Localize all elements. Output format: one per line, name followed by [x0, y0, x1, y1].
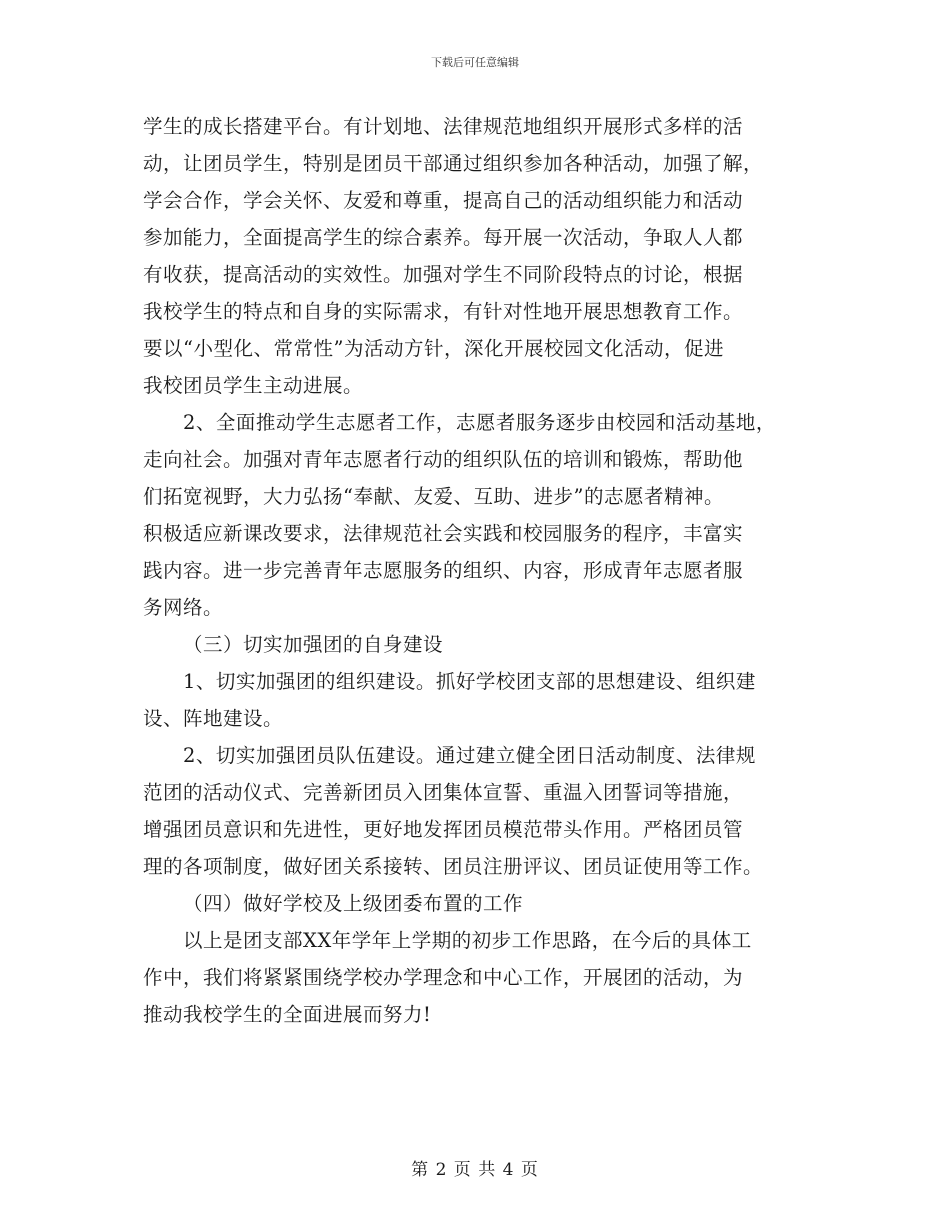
text-line: 积极适应新课改要求，法律规范社会实践和校园服务的程序，丰富实 — [143, 522, 744, 545]
text-line: 增强团员意识和先进性，更好地发挥团员模范带头作用。严格团员管 — [143, 818, 744, 841]
text-line: 推动我校学生的全面进展而努力! — [143, 1003, 432, 1026]
text-line: 我校学生的特点和自身的实际需求，有针对性地开展思想教育工作。 — [143, 300, 744, 323]
paragraph-first-line: 以上是团支部XX年学年上学期的初步工作思路，在今后的具体工 — [183, 929, 752, 952]
text-line: 践内容。进一步完善青年志愿服务的组织、内容，形成青年志愿者服 — [143, 559, 744, 582]
section-heading: （四）做好学校及上级团委布置的工作 — [183, 892, 524, 915]
text-line: 作中，我们将紧紧围绕学校办学理念和中心工作，开展团的活动，为 — [143, 966, 744, 989]
text-line: 们拓宽视野，大力弘扬“奉献、友爱、互助、进步”的志愿者精神。 — [143, 485, 724, 508]
paragraph-first-line: 2、全面推动学生志愿者工作，志愿者服务逐步由校园和活动基地， — [183, 411, 776, 434]
text-line: 走向社会。加强对青年志愿者行动的组织队伍的培训和锻炼，帮助他 — [143, 448, 744, 471]
paragraph-first-line: 1、切实加强团的组织建设。抓好学校团支部的思想建设、组织建 — [183, 670, 756, 693]
text-line: 设、阵地建设。 — [143, 707, 284, 730]
text-line: 我校团员学生主动进展。 — [143, 374, 364, 397]
page-header: 下载后可任意编辑 — [431, 56, 519, 69]
text-line: 学生的成长搭建平台。有计划地、法律规范地组织开展形式多样的活 — [143, 115, 744, 138]
section-heading: （三）切实加强团的自身建设 — [183, 633, 444, 656]
document-body — [143, 108, 815, 1033]
text-line: 动，让团员学生，特别是团员干部通过组织参加各种活动，加强了解， — [143, 152, 764, 175]
text-line: 学会合作，学会关怀、友爱和尊重，提高自己的活动组织能力和活动 — [143, 189, 744, 212]
text-line: 理的各项制度，做好团关系接转、团员注册评议、团员证使用等工作。 — [143, 855, 764, 878]
text-line: 参加能力，全面提高学生的综合素养。每开展一次活动，争取人人都 — [143, 226, 744, 249]
paragraph-first-line: 2、切实加强团员队伍建设。通过建立健全团日活动制度、法律规 — [183, 744, 756, 767]
page-number: 第 2 页 共 4 页 — [411, 1160, 539, 1180]
text-line: 务网络。 — [143, 596, 224, 619]
text-line: 要以“小型化、常常性”为活动方针，深化开展校园文化活动，促进 — [143, 337, 724, 360]
text-line: 有收获，提高活动的实效性。加强对学生不同阶段特点的讨论，根据 — [143, 263, 744, 286]
text-line: 范团的活动仪式、完善新团员入团集体宣誓、重温入团誓词等措施， — [143, 781, 744, 804]
